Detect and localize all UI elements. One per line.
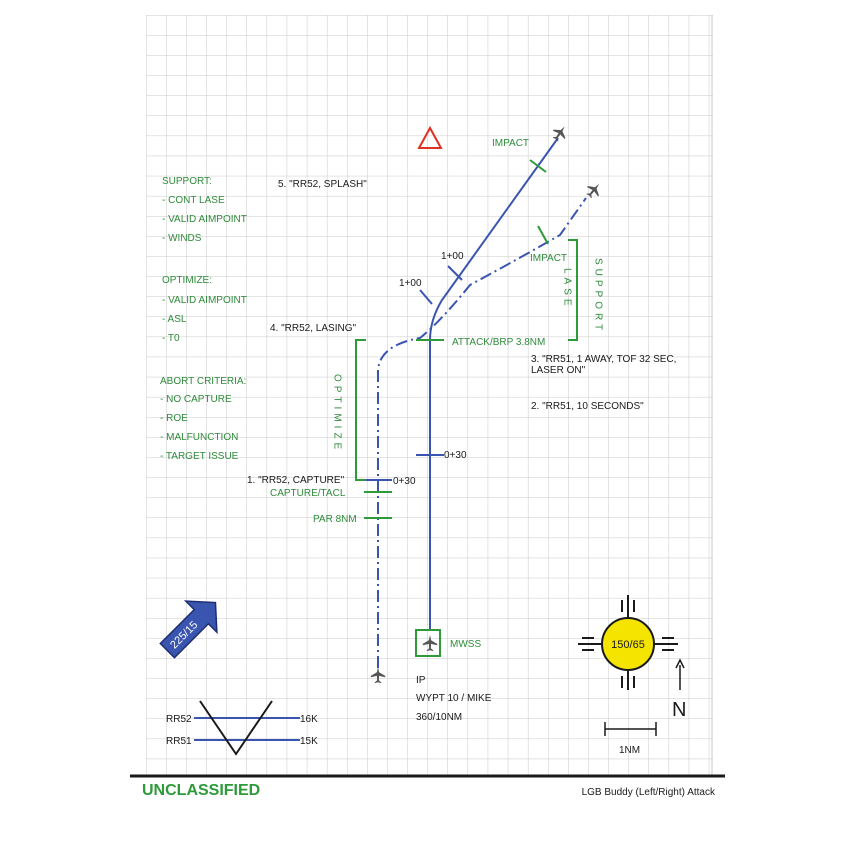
impact-label: IMPACT: [492, 138, 530, 149]
optimize-item: - ASL: [162, 314, 187, 325]
target-label: 150/65: [611, 639, 645, 651]
vertical-label-optimize: OPTIMIZE: [331, 374, 343, 454]
north-label: N: [672, 699, 687, 721]
time-label: 1+00: [399, 278, 422, 289]
wind-label: 225/15: [168, 619, 201, 652]
abort-item: - TARGET ISSUE: [160, 451, 239, 462]
call-splash: 5. "RR52, SPLASH": [278, 179, 367, 190]
ip-label: IP: [416, 675, 426, 686]
vertical-label-lase: LASE: [561, 268, 573, 310]
classification-label: UNCLASSIFIED: [142, 782, 261, 799]
attack-brp-label: ATTACK/BRP 3.8NM: [452, 337, 546, 348]
mwss-label: MWSS: [450, 639, 482, 650]
support-item: - WINDS: [162, 233, 202, 244]
abort-header: ABORT CRITERIA:: [160, 376, 247, 387]
par-label: PAR 8NM: [313, 514, 357, 525]
call-lasing: 4. "RR52, LASING": [270, 323, 357, 334]
optimize-item: - VALID AIMPOINT: [162, 295, 247, 306]
rr52-label: RR52: [166, 714, 192, 725]
abort-item: - NO CAPTURE: [160, 394, 232, 405]
abort-item: - MALFUNCTION: [160, 432, 239, 443]
rr52-altitude: 16K: [300, 714, 318, 725]
ip-waypoint: WYPT 10 / MIKE: [416, 693, 492, 704]
time-label: 0+30: [393, 476, 416, 487]
time-label: 1+00: [441, 251, 464, 262]
call-ten-seconds: 2. "RR51, 10 SECONDS": [531, 401, 644, 412]
scale-label: 1NM: [619, 745, 641, 756]
vertical-label-support: SUPPORT: [592, 258, 604, 335]
abort-item: - ROE: [160, 413, 188, 424]
optimize-item: - T0: [162, 333, 180, 344]
call-capture: 1. "RR52, CAPTURE": [247, 475, 345, 486]
call-away-cont: LASER ON": [531, 365, 586, 376]
support-item: - CONT LASE: [162, 195, 225, 206]
time-label: 0+30: [444, 450, 467, 461]
rr51-altitude: 15K: [300, 736, 318, 747]
support-header: SUPPORT:: [162, 176, 212, 187]
support-item: - VALID AIMPOINT: [162, 214, 247, 225]
optimize-header: OPTIMIZE:: [162, 275, 212, 286]
ip-radial: 360/10NM: [416, 712, 463, 723]
call-away: 3. "RR51, 1 AWAY, TOF 32 SEC,: [531, 354, 677, 365]
rr51-label: RR51: [166, 736, 192, 747]
impact-label: IMPACT: [530, 253, 568, 264]
diagram-title: LGB Buddy (Left/Right) Attack: [581, 787, 715, 798]
capture-tacl-label: CAPTURE/TACL: [270, 488, 346, 499]
